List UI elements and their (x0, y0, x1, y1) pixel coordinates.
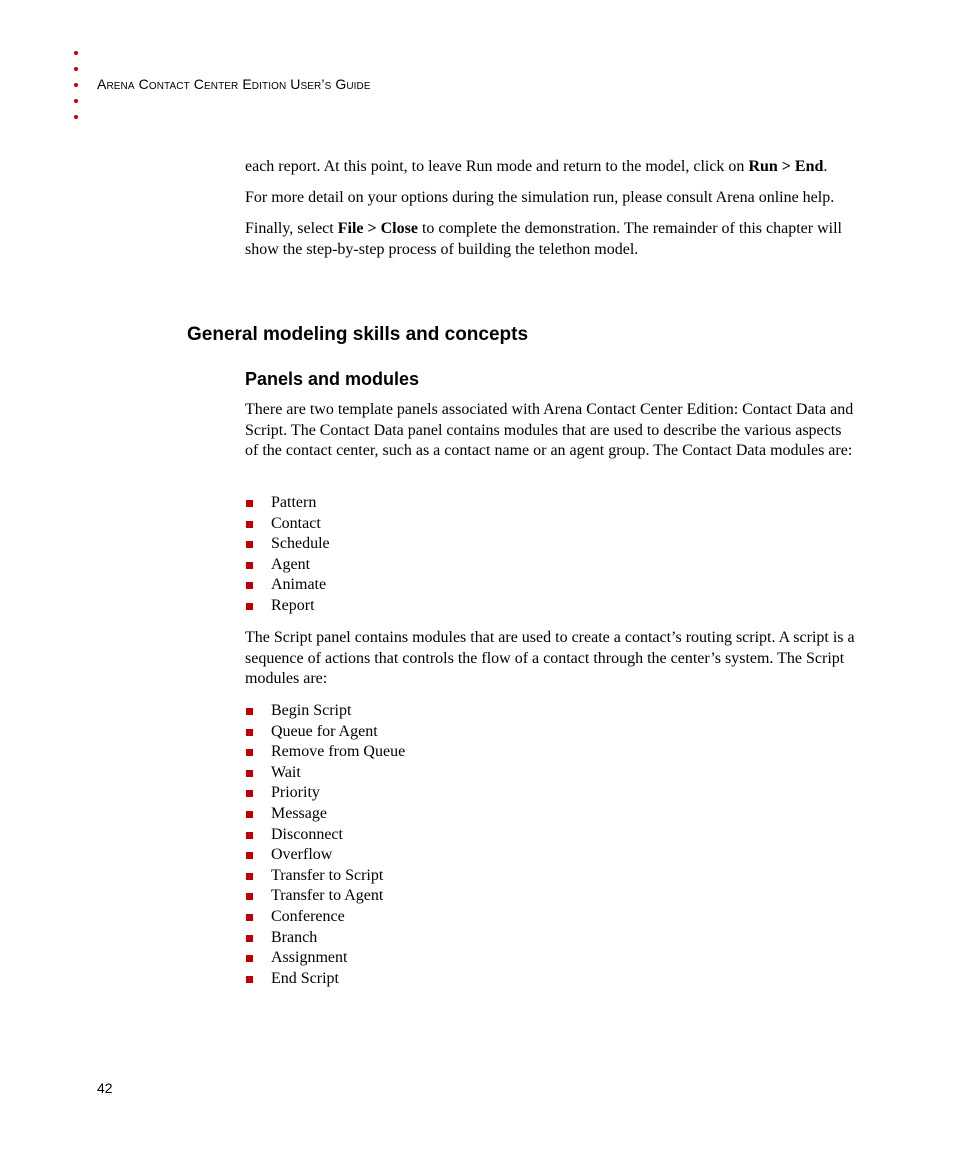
intro-paragraph-3 (245, 218, 857, 260)
square-bullet-icon (246, 873, 253, 880)
square-bullet-icon (246, 521, 253, 528)
list-item-label: End Script (271, 969, 339, 987)
square-bullet-icon (246, 749, 253, 756)
list-item (245, 763, 857, 784)
script-panel-description (245, 628, 857, 690)
list-item (245, 907, 857, 928)
square-bullet-icon (246, 976, 253, 983)
square-bullet-icon (246, 852, 253, 859)
list-item-label: Remove from Queue (271, 743, 406, 761)
intro-paragraph-1 (245, 156, 857, 177)
list-item (245, 804, 857, 825)
list-item (245, 575, 857, 596)
menu-path-file-close: File > Close (337, 220, 418, 237)
list-item-label: Message (271, 804, 327, 822)
intro-text (245, 156, 857, 270)
margin-dot (74, 83, 78, 87)
list-item-label: Overflow (271, 846, 333, 864)
square-bullet-icon (246, 914, 253, 921)
list-item (245, 742, 857, 763)
section-heading: General modeling skills and concepts (187, 324, 529, 345)
list-item-label: Transfer to Agent (271, 887, 384, 905)
paragraph: There are two template panels associated with Arena Contact Center Edition: Contact Data and Script. The Contact Data panel contains modules that are used to describe the various aspects of the contact center, such as a contact name or an agent group. The Contact Data modules are: (245, 401, 854, 459)
list-item-label: Assignment (271, 949, 348, 967)
contact-data-description (245, 400, 857, 462)
list-item (245, 722, 857, 743)
square-bullet-icon (246, 582, 253, 589)
list-item (245, 825, 857, 846)
margin-dot (74, 99, 78, 103)
square-bullet-icon (246, 811, 253, 818)
square-bullet-icon (246, 708, 253, 715)
margin-dot (74, 67, 78, 71)
margin-dot (74, 51, 78, 55)
list-item-label: Branch (271, 928, 318, 946)
list-item (245, 701, 857, 722)
subsection-heading: Panels and modules (245, 369, 420, 389)
contact-modules-list (245, 493, 857, 617)
list-item-label: Transfer to Script (271, 866, 384, 884)
list-item (245, 845, 857, 866)
square-bullet-icon (246, 729, 253, 736)
intro-paragraph-2: For more detail on your options during the simulation run, please consult Arena online help. (245, 189, 835, 206)
list-item-label: Begin Script (271, 702, 352, 719)
square-bullet-icon (246, 603, 253, 610)
list-item (245, 514, 857, 535)
list-item (245, 886, 857, 907)
contact-modules-list-wrap (245, 493, 857, 617)
list-item (245, 948, 857, 969)
square-bullet-icon (246, 770, 253, 777)
list-item-label: Contact (271, 514, 321, 532)
list-item-label: Disconnect (271, 825, 343, 843)
list-item (245, 493, 857, 514)
paragraph: The Script panel contains modules that are used to create a contact’s routing script. A script is a sequence of actions that controls the flow of a contact through the center’s system. The Script modules are: (245, 629, 855, 687)
list-item (245, 555, 857, 576)
list-item-label: Pattern (271, 494, 317, 511)
square-bullet-icon (246, 562, 253, 569)
list-item (245, 534, 857, 555)
square-bullet-icon (246, 893, 253, 900)
intro-text-run: Finally, select (245, 220, 338, 237)
square-bullet-icon (246, 832, 253, 839)
list-item (245, 928, 857, 949)
intro-text-run: each report. At this point, to leave Run mode and return to the model, click on (245, 158, 749, 175)
square-bullet-icon (246, 935, 253, 942)
list-item-label: Schedule (271, 535, 330, 553)
list-item-label: Conference (271, 907, 345, 925)
page-number: 42 (97, 1080, 113, 1096)
list-item (245, 969, 857, 990)
square-bullet-icon (246, 955, 253, 962)
menu-path-run-end: Run > End (748, 158, 824, 175)
margin-dot (74, 115, 78, 119)
list-item-label: Report (271, 596, 315, 614)
square-bullet-icon (246, 790, 253, 797)
script-modules-list-wrap (245, 701, 857, 989)
square-bullet-icon (246, 500, 253, 507)
list-item-label: Priority (271, 784, 320, 802)
list-item (245, 783, 857, 804)
list-item-label: Animate (271, 576, 327, 594)
list-item (245, 866, 857, 887)
square-bullet-icon (246, 541, 253, 548)
list-item (245, 596, 857, 617)
intro-text-run: . (823, 158, 828, 175)
list-item-label: Queue for Agent (271, 722, 378, 740)
running-head: Arena Contact Center Edition User’s Guide (97, 76, 371, 92)
script-modules-list (245, 701, 857, 989)
list-item-label: Agent (271, 555, 311, 573)
list-item-label: Wait (271, 763, 301, 781)
intro-text-run: to complete the demonstration. The remainder of this chapter will show the step-by-step process of building the telethon model. (245, 220, 842, 258)
